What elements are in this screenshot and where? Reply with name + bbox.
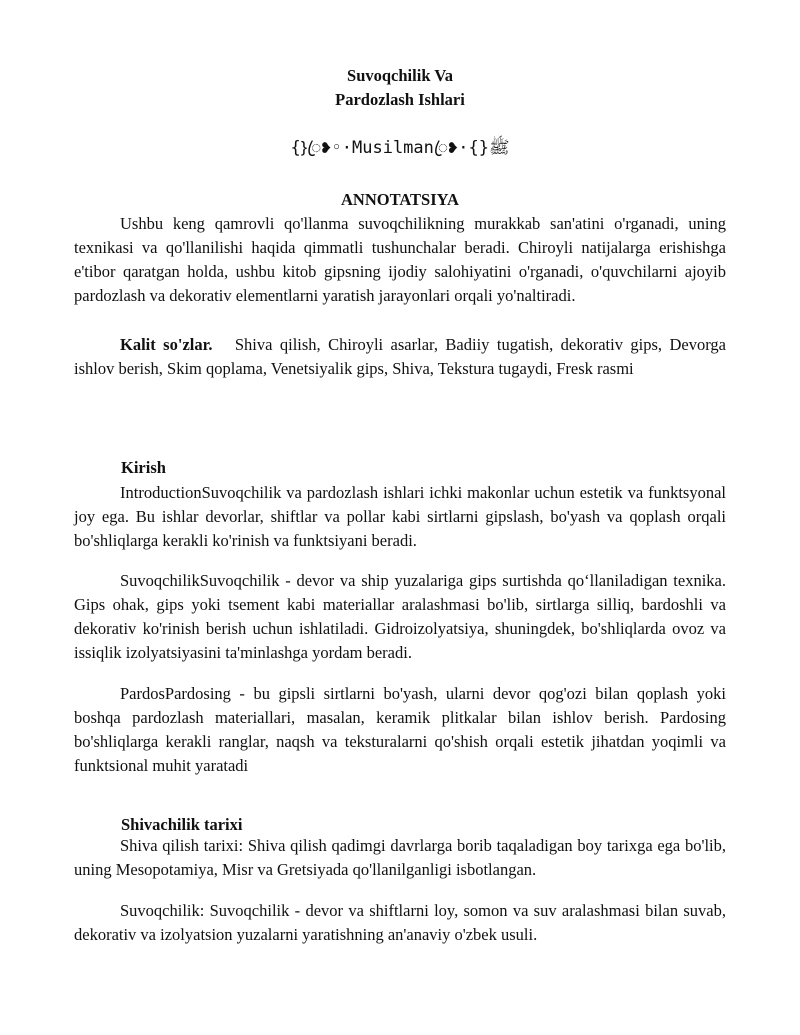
history-heading: Shivachilik tarixi [121,815,243,834]
annotation-text: Ushbu keng qamrovli qo'llanma suvoqchilikning murakkab san'atini o'rganadi, uning texnikasi va qo'llanilishi haqida qimmatli tushunchalar beradi. Chiroyli natijalarga erishishga e'tibor qaratgan holda, ushbu kitob gipsning ijodiy salohiyatini o'rganadi, o'quvchilarni ajoyib pardozlash va dekorativ elementlarni yaratish jarayonlari orqali yo'naltiradi. [74,214,726,305]
history-text-1: Shiva qilish tarixi: Shiva qilish qadimgi davrlarga borib taqaladigan boy tarixga ega bo'lib, uning Mesopotamiya, Misr va Gretsiyada qo'llanilganligi isbotlangan. [74,836,726,879]
keywords-label: Kalit so'zlar. [120,335,213,354]
doc-title-line2: Pardozlash Ishlari [335,90,465,109]
history-paragraph-2 [74,899,726,947]
intro-paragraph-3 [74,682,726,778]
intro-text-3: PardosPardosing - bu gipsli sirtlarni bo'yash, ularni devor qog'ozi bilan qoplash yoki boshqa pardozlash materiallari, masalan, keramik plitkalar bilan ishlov berish. Pardosing bo'shliqlarga kerakli ranglar, naqsh va teksturalarni qo'shish orqali estetik jihatdan yoqimli va funktsional muhit yaratadi [74,684,726,775]
intro-paragraph-1 [74,481,726,553]
keywords-text: Shiva qilish, Chiroyli asarlar, Badiiy tugatish, dekorativ gips, Devorga ishlov berish, Skim qoplama, Venetsiyalik gips, Shiva, Tekstura tugaydi, Fresk rasmi [74,335,726,378]
annotation-heading: ANNOTATSIYA [341,190,459,209]
intro-text-1: IntroductionSuvoqchilik va pardozlash ishlari ichki makonlar uchun estetik va funktsyonal joy ega. Bu ishlar devorlar, shiftlar va pollar kabi sirtlarni gipslash, bo'yash va qoplash orqali bo'shliqlarga kerakli ko'rinish va funktsiyani beradi. [74,483,726,550]
annotation-paragraph [74,212,726,308]
history-paragraph-1 [74,834,726,882]
history-text-2: Suvoqchilik: Suvoqchilik - devor va shiftlarni loy, somon va suv aralashmasi bilan suvab, dekorativ va izolyatsion yuzalarni yaratishning an'anaviy o'zbek usuli. [74,901,726,944]
doc-title-line1: Suvoqchilik Va [347,66,453,85]
keywords-paragraph [74,333,726,381]
intro-paragraph-2 [74,569,726,665]
author-signature: {}ꦿ❥◦·Musilmanꦿ❥·{}ﷺ [290,138,510,158]
intro-text-2: SuvoqchilikSuvoqchilik - devor va ship yuzalariga gips surtishda qo‘llaniladigan texnika. Gips ohak, gips yoki tsement kabi materiallar aralashmasi bo'lib, sirtlarga silliq, bardoshli va dekorativ ko'rinish berish uchun ishlatiladi. Gidroizolyatsiya, shuningdek, bo'shliqlarda ovoz va issiqlik izolyatsiyasini ta'minlashga yordam beradi. [74,571,726,662]
intro-heading: Kirish [121,458,166,477]
